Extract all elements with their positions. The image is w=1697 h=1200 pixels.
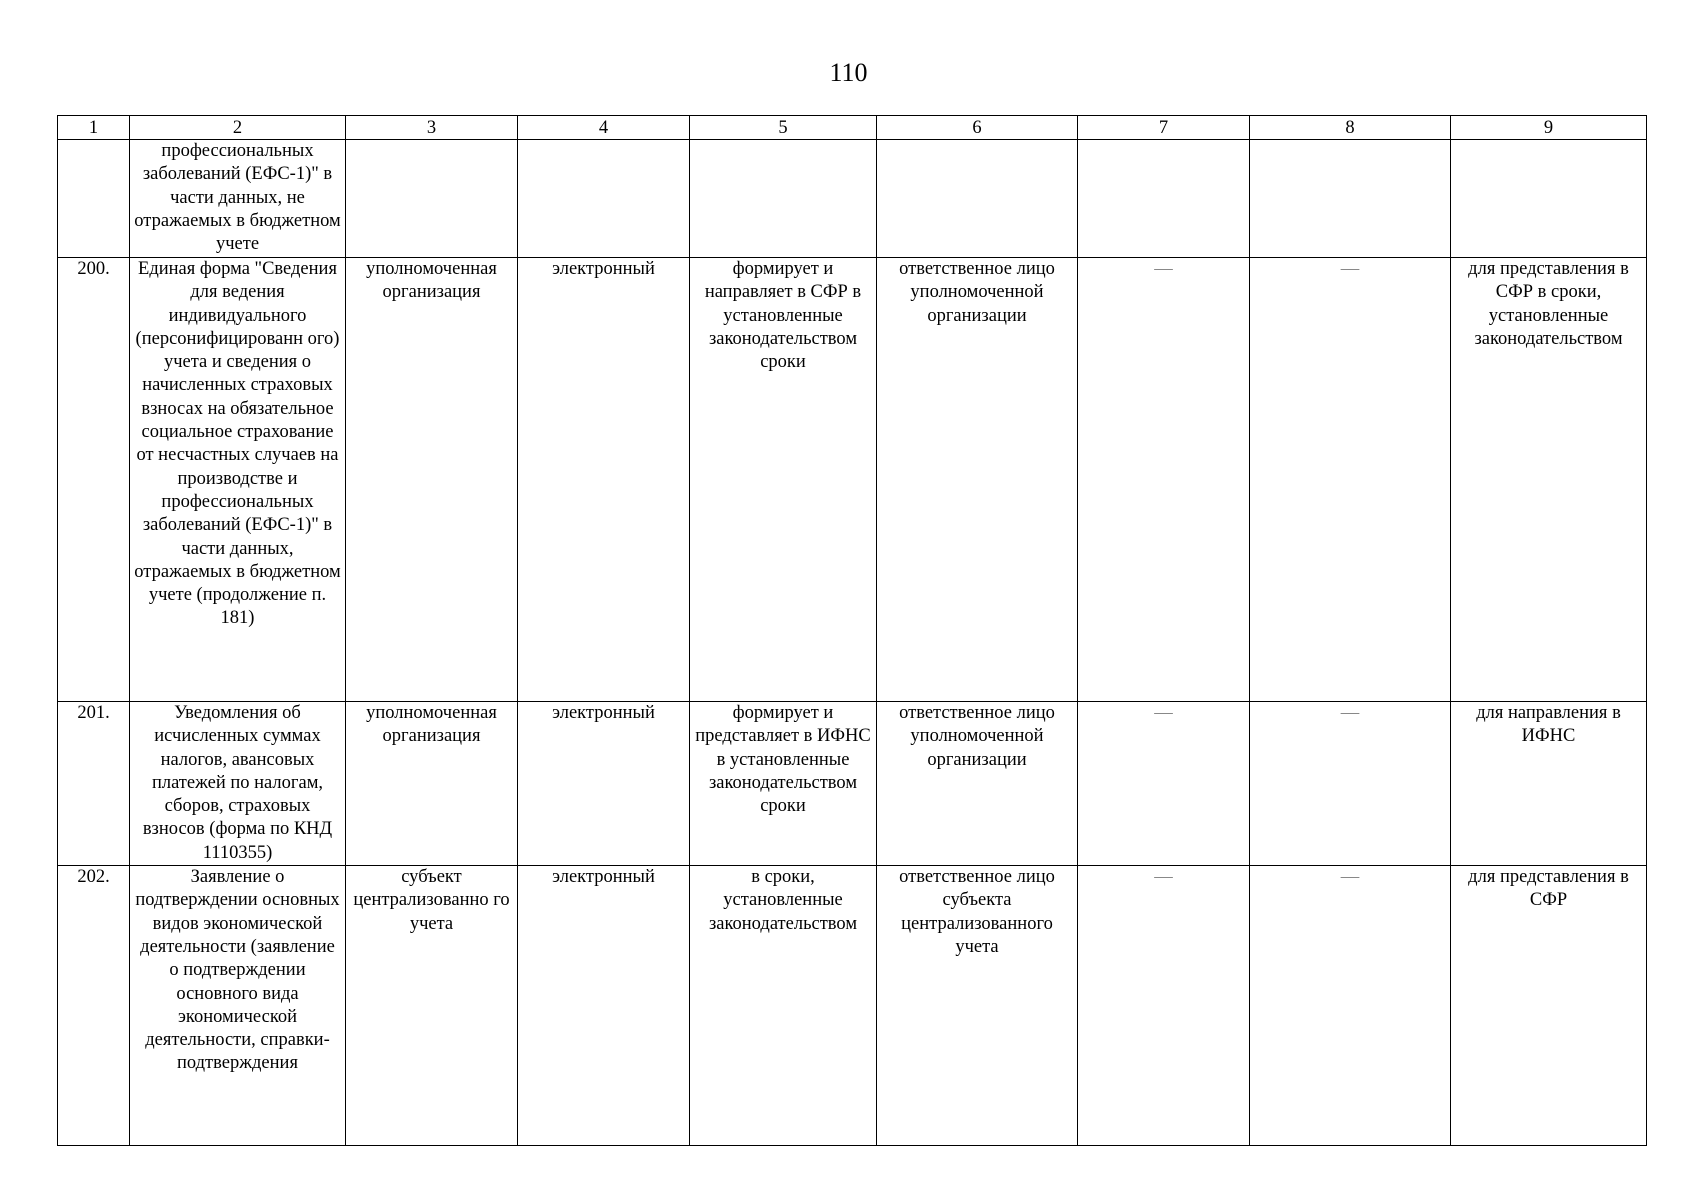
deadline-cell: формирует и направляет в СФР в установленные законодательством сроки [690,258,877,702]
col7-cell: — [1078,258,1250,702]
deadline-cell [690,140,877,258]
col8-cell: — [1250,866,1451,1146]
document-name-cell: Заявление о подтверждении основных видов экономической деятельности (заявление о подтверждении основного вида экономической деятельности, справки-подтверждения [130,866,346,1146]
responsible-entity-cell [346,140,518,258]
page-number: 110 [829,58,868,87]
column-number: 5 [690,116,877,140]
table-row-continuation [58,140,1647,258]
table-row [58,258,1647,702]
row-number-cell [58,140,130,258]
col7-cell [1078,140,1250,258]
purpose-cell: для представления в СФР [1451,866,1647,1146]
signer-cell: ответственное лицо уполномоченной организации [877,258,1078,702]
document-name-cell: Уведомления об исчисленных суммах налогов, авансовых платежей по налогам, сборов, страховых взносов (форма по КНД 1110355) [130,702,346,866]
responsible-entity-cell: уполномоченная организация [346,702,518,866]
document-name-cell: профессиональных заболеваний (ЕФС-1)" в части данных, не отражаемых в бюджетном учете [130,140,346,258]
col7-cell: — [1078,702,1250,866]
responsible-entity-cell: субъект централизованно го учета [346,866,518,1146]
col7-cell: — [1078,866,1250,1146]
column-number-row [58,116,1647,140]
deadline-cell: в сроки, установленные законодательством [690,866,877,1146]
column-number: 4 [518,116,690,140]
document-name-cell: Единая форма "Сведения для ведения индивидуального (персонифицированн ого) учета и сведения о начисленных страховых взносах на обязательное социальное страхование от несчастных случаев на производстве и профессиональных заболеваний (ЕФС-1)" в части данных, отражаемых в бюджетном учете (продолжение п. 181) [130,258,346,702]
row-number-cell: 201. [58,702,130,866]
format-cell: электронный [518,258,690,702]
document-table [57,115,1647,1146]
column-number: 2 [130,116,346,140]
signer-cell: ответственное лицо субъекта централизованного учета [877,866,1078,1146]
col8-cell: — [1250,702,1451,866]
signer-cell: ответственное лицо уполномоченной организации [877,702,1078,866]
signer-cell [877,140,1078,258]
column-number: 7 [1078,116,1250,140]
column-number: 1 [58,116,130,140]
format-cell: электронный [518,866,690,1146]
col8-cell: — [1250,258,1451,702]
row-number-cell: 202. [58,866,130,1146]
purpose-cell: для направления в ИФНС [1451,702,1647,866]
format-cell [518,140,690,258]
format-cell: электронный [518,702,690,866]
column-number: 8 [1250,116,1451,140]
row-number-cell: 200. [58,258,130,702]
table-row [58,866,1647,1146]
deadline-cell: формирует и представляет в ИФНС в установленные законодательством сроки [690,702,877,866]
table-row [58,702,1647,866]
column-number: 3 [346,116,518,140]
column-number: 6 [877,116,1078,140]
purpose-cell: для представления в СФР в сроки, установленные законодательством [1451,258,1647,702]
col8-cell [1250,140,1451,258]
responsible-entity-cell: уполномоченная организация [346,258,518,702]
column-number: 9 [1451,116,1647,140]
purpose-cell [1451,140,1647,258]
